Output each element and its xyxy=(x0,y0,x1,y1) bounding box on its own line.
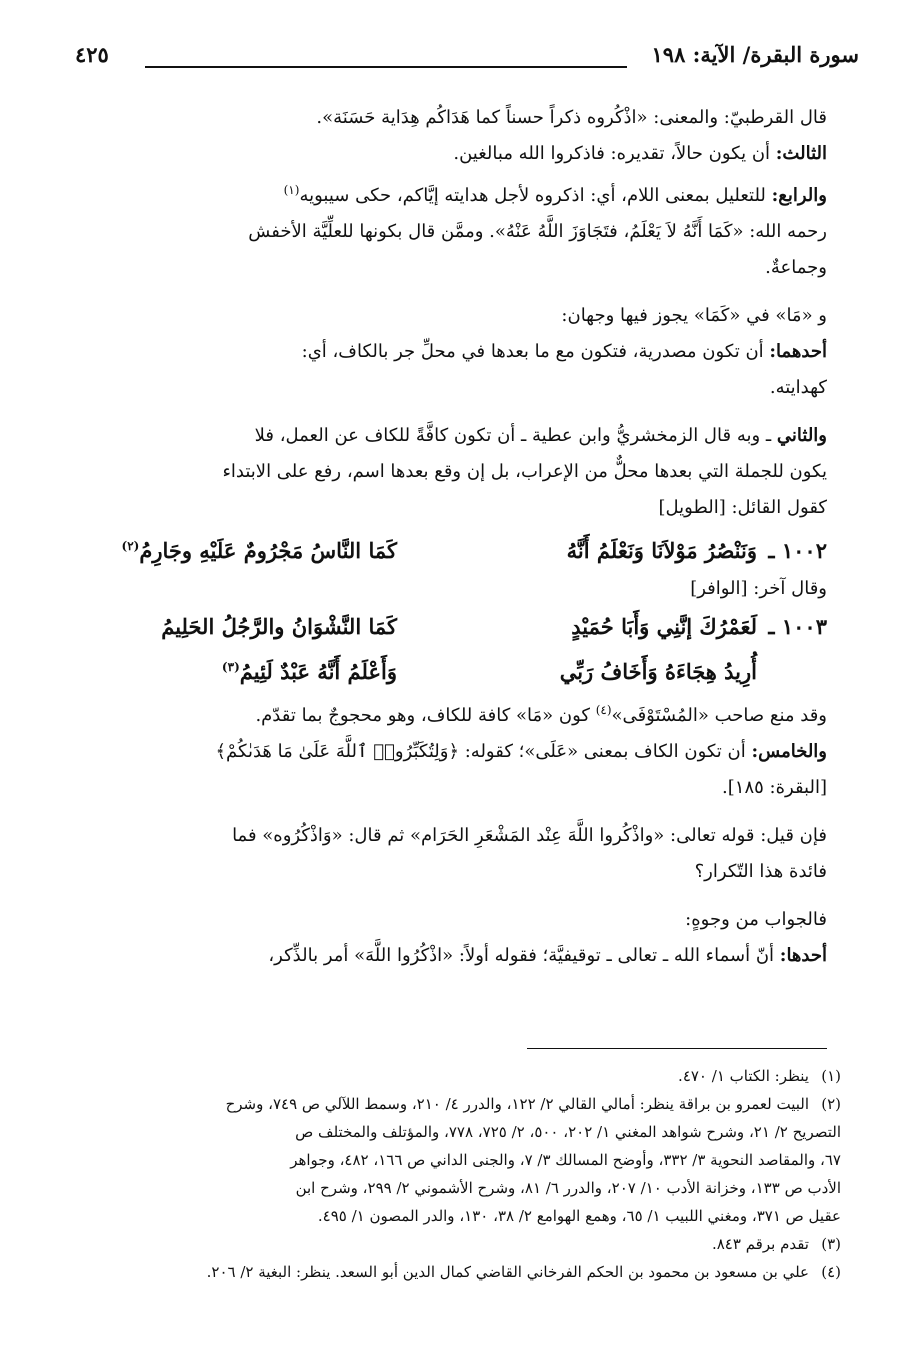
verse-second-half: كَمَا النَّشْوَانُ والرَّجُلُ الحَلِيمُ xyxy=(161,614,397,639)
footnote-ref[interactable]: (٢) xyxy=(121,539,140,553)
footnote-3: (٣)تقدم برقم ٨٤٣. xyxy=(92,1230,841,1258)
text-line: يكون للجملة التي بعدها محلٌّ من الإعراب، بل إن وقع بعدها اسم، رفع على الابتداء xyxy=(222,461,827,482)
point-heading: الثالث: xyxy=(775,143,827,164)
point-heading: والرابع: xyxy=(771,185,827,206)
text-line: و «مَا» في «كَمَا» يجوز فيها وجهان: xyxy=(561,305,827,326)
text-line: فائدة هذا التّكرار؟ xyxy=(694,861,827,882)
verse-second-half: كَمَا النَّاسُ مَجْرُومٌ عَلَيْهِ وجَارِمُ xyxy=(139,538,397,563)
text-line: فإن قيل: قوله تعالى: «واذْكُروا اللَّهَ عِنْد المَشْعَرِ الحَرَام» ثم قال: «وَاذْكُرُوه» فما xyxy=(232,825,827,846)
footnote-2-continued: عقيل ص ٣٧١، ومغني اللبيب ١/ ٦٥، وهمع الهوامع ٢/ ٣٨، ١٣٠، والدر المصون ١/ ٤٩٥. xyxy=(317,1207,841,1225)
text-line: وجماعةٌ. xyxy=(765,257,827,278)
footnote-number: (٢) xyxy=(821,1095,841,1113)
header-rule xyxy=(145,66,627,68)
text-line: وقال آخر: [الوافر] xyxy=(690,578,827,599)
text-line: أحدهما: أن تكون مصدرية، فتكون مع ما بعدها في محلِّ جر بالكاف، أي: xyxy=(301,341,827,362)
footnote-number: (١) xyxy=(821,1067,841,1085)
footnote-number: (٤) xyxy=(821,1263,841,1281)
footnote-2-continued: ٦٧، والمقاصد النحوية ٣/ ٣٣٢، وأوضح المسالك ٣/ ٧، والجنى الداني ص ١٦٦، ٤٨٢، وجواهر xyxy=(290,1151,841,1169)
footnote-2-continued: التصريح ٢/ ٢١، وشرح شواهد المغني ١/ ٢٠٢، ٥٠٠، ٢/ ٧٢٥، ٧٧٨، والمؤتلف والمختلف ص xyxy=(295,1123,841,1141)
page-header xyxy=(75,38,859,78)
verse-1003-line-2 xyxy=(92,647,827,692)
text-line: أحدها: أنّ أسماء الله ـ تعالى ـ توقيفيَّة؛ فقوله أولاً: «اذْكُرُوا اللَّهَ» أمر بالذِّكر، xyxy=(268,945,827,966)
text-line: كهدايته. xyxy=(769,377,827,398)
text-line: فالجواب من وجوهٍ: xyxy=(685,909,827,930)
footnote-ref[interactable]: (١) xyxy=(283,183,300,197)
page-number: ٤٢٥ xyxy=(75,42,109,67)
text-line: رحمه الله: «كَمَا أَنَّهُ لاَ يَعْلَمُ، فتَجَاوَزَ اللَّهُ عَنْهُ». وممَّن قال بكونها للعلِّيَّة الأخفش xyxy=(248,221,827,242)
footnote-2: (٢)البيت لعمرو بن براقة ينظر: أمالي القالي ٢/ ١٢٢، والدرر ٤/ ٢١٠، وسمط اللآلي ص ٧٤٩، وشرح xyxy=(92,1090,841,1118)
footnote-ref[interactable]: (٣) xyxy=(221,660,240,674)
text-line: والرابع: للتعليل بمعنى اللام، أي: اذكروه لأجل هدايته إيَّاكم، حكى سيبويه$^{(١)}$ xyxy=(283,183,827,206)
text-line: وقد منع صاحب «المُسْتَوْفَى»$^{(٤)}$ كون «مَا» كافة للكاف، وهو محجوجٌ بما تقدّم. xyxy=(255,703,827,726)
footnote-ref[interactable]: (٤) xyxy=(595,703,612,717)
footnote-1: (١)ينظر: الكتاب ١/ ٤٧٠. xyxy=(92,1062,841,1090)
text-line: الثالث: أن يكون حالاً، تقديره: فاذكروا الله مبالغين. xyxy=(453,143,827,164)
verse-number: ١٠٠٢ ـ xyxy=(768,538,827,563)
point-heading: أحدها: xyxy=(779,945,827,966)
running-title: سورة البقرة/ الآية: ١٩٨ xyxy=(651,42,859,67)
text-line: [البقرة: ١٨٥]. xyxy=(722,777,827,798)
verse-1002 xyxy=(92,526,827,571)
main-text xyxy=(92,100,827,974)
footnotes xyxy=(92,1062,841,1286)
point-heading: والثاني xyxy=(776,425,827,446)
text-line: والثاني ـ وبه قال الزمخشريُّ وابن عطية ـ أن تكون كافَّةً للكاف عن العمل، فلا xyxy=(254,425,827,446)
verse-1003 xyxy=(92,607,827,647)
footnote-2-continued: الأدب ص ١٣٣، وخزانة الأدب ١٠/ ٢٠٧، والدرر ٦/ ٨١، وشرح الأشموني ٢/ ٢٩٩، وشرح ابن xyxy=(295,1179,841,1197)
footnote-number: (٣) xyxy=(821,1235,841,1253)
point-heading: أحدهما: xyxy=(769,341,827,362)
verse-first-half: وَنَنْصُرُ مَوْلاَنَا وَنَعْلَمُ أَنَّهُ xyxy=(566,538,757,563)
verse-number: ١٠٠٣ ـ xyxy=(768,614,827,639)
point-heading: والخامس: xyxy=(751,741,827,762)
footnote-4: (٤)علي بن مسعود بن محمود بن الحكم الفرخاني القاضي كمال الدين أبو السعد. ينظر: البغية ٢/ ٢٠٦. xyxy=(92,1258,841,1286)
text-line: قال القرطبيّ: والمعنى: «اذْكُروه ذكراً حسناً كما هَدَاكُم هِدَاية حَسَنَة». xyxy=(316,107,827,128)
text-line: كقول القائل: [الطويل] xyxy=(658,497,827,518)
verse-first-half: أُرِيدُ هِجَاءَهُ وَأَخَافُ رَبِّي xyxy=(559,659,757,684)
footnote-separator xyxy=(527,1048,827,1049)
verse-second-half: وَأَعْلَمُ أَنَّهُ عَبْدٌ لَئِيمُ xyxy=(239,659,397,684)
verse-first-half: لَعَمْرُكَ إنَّنِي وَأَبَا حُمَيْدٍ xyxy=(571,614,757,639)
text-line: والخامس: أن تكون الكاف بمعنى «عَلَى»؛ كقوله: ﴿وَلِتُكَبِّرُوا۟ ٱللَّهَ عَلَىٰ مَا هَدَىٰكُمْ﴾ xyxy=(215,741,827,762)
